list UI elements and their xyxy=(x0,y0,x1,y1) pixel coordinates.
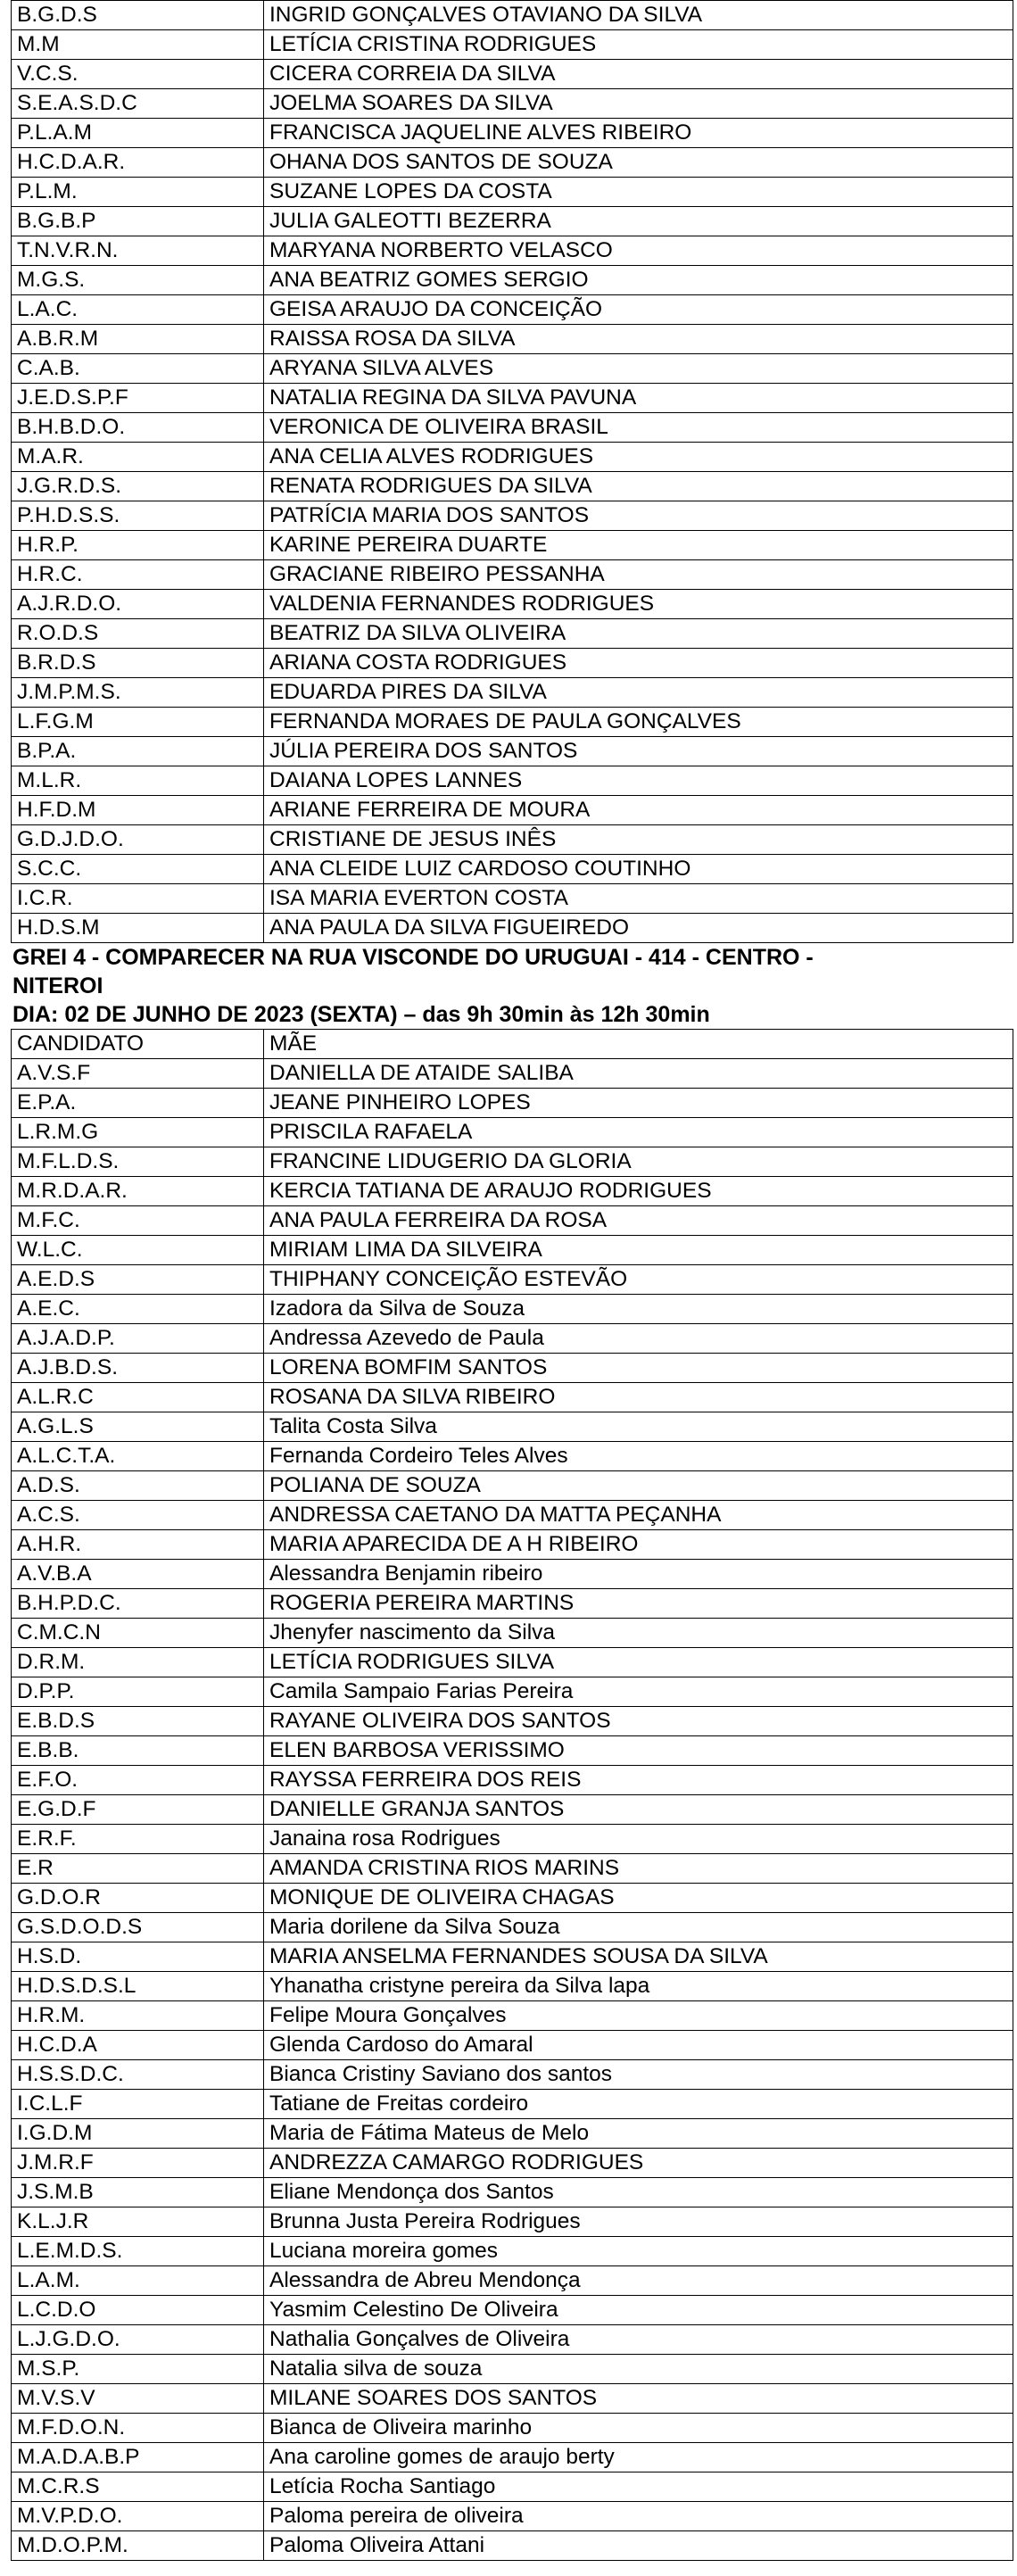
candidate-initials: M.L.R. xyxy=(12,766,264,796)
mother-name: Talita Costa Silva xyxy=(264,1412,1013,1442)
table-row xyxy=(12,472,1013,501)
table-row xyxy=(12,501,1013,531)
mother-name: Letícia Rocha Santiago xyxy=(264,2472,1013,2502)
table-row xyxy=(12,1707,1013,1736)
candidate-initials: H.S.S.D.C. xyxy=(12,2060,264,2090)
table-row xyxy=(12,2325,1013,2355)
mother-name: CICERA CORREIA DA SILVA xyxy=(264,60,1013,89)
table-row xyxy=(12,1265,1013,1295)
candidate-initials: P.L.A.M xyxy=(12,119,264,148)
table-row xyxy=(12,1795,1013,1825)
candidate-initials: A.E.D.S xyxy=(12,1265,264,1295)
mother-name: ARIANE FERREIRA DE MOURA xyxy=(264,796,1013,825)
mother-name: Eliane Mendonça dos Santos xyxy=(264,2178,1013,2207)
mother-name: ANDREZZA CAMARGO RODRIGUES xyxy=(264,2149,1013,2178)
table-row xyxy=(12,1324,1013,1354)
candidate-initials: I.C.L.F xyxy=(12,2090,264,2119)
mother-name: ANDRESSA CAETANO DA MATTA PEÇANHA xyxy=(264,1501,1013,1530)
candidate-initials: E.B.B. xyxy=(12,1736,264,1766)
table-row xyxy=(12,30,1013,60)
table-row xyxy=(12,2502,1013,2531)
mother-name: POLIANA DE SOUZA xyxy=(264,1471,1013,1501)
table-row xyxy=(12,678,1013,708)
candidate-initials: E.R.F. xyxy=(12,1825,264,1854)
mother-name: Fernanda Cordeiro Teles Alves xyxy=(264,1442,1013,1471)
candidate-initials: C.M.C.N xyxy=(12,1619,264,1648)
mother-name: ANA CLEIDE LUIZ CARDOSO COUTINHO xyxy=(264,855,1013,884)
mother-name: GEISA ARAUJO DA CONCEIÇÃO xyxy=(264,295,1013,325)
table-row xyxy=(12,1884,1013,1913)
table-row xyxy=(12,1471,1013,1501)
mother-name: SUZANE LOPES DA COSTA xyxy=(264,178,1013,207)
mother-name: MARIA APARECIDA DE A H RIBEIRO xyxy=(264,1530,1013,1560)
table-row xyxy=(12,443,1013,472)
candidate-initials: E.R xyxy=(12,1854,264,1884)
table-1-body xyxy=(12,1,1013,943)
candidate-initials: C.A.B. xyxy=(12,354,264,384)
table-row xyxy=(12,266,1013,295)
mother-name: MONIQUE DE OLIVEIRA CHAGAS xyxy=(264,1884,1013,1913)
mother-name: BEATRIZ DA SILVA OLIVEIRA xyxy=(264,619,1013,649)
mother-name: Natalia silva de souza xyxy=(264,2355,1013,2384)
table-row xyxy=(12,148,1013,178)
candidates-table-2 xyxy=(11,1029,1013,2561)
table-row xyxy=(12,1354,1013,1383)
table-row xyxy=(12,1619,1013,1648)
table-row xyxy=(12,2178,1013,2207)
table-row xyxy=(12,2472,1013,2502)
table-row xyxy=(12,1383,1013,1412)
candidate-initials: B.G.D.S xyxy=(12,1,264,30)
candidate-initials: W.L.C. xyxy=(12,1236,264,1265)
mother-name: Maria dorilene da Silva Souza xyxy=(264,1913,1013,1942)
candidate-initials: M.V.S.V xyxy=(12,2384,264,2414)
candidate-initials: M.S.P. xyxy=(12,2355,264,2384)
table-row xyxy=(12,1059,1013,1089)
candidate-initials: V.C.S. xyxy=(12,60,264,89)
document xyxy=(11,0,1013,2561)
table-row xyxy=(12,178,1013,207)
mother-name: JÚLIA PEREIRA DOS SANTOS xyxy=(264,737,1013,766)
candidate-initials: H.R.C. xyxy=(12,560,264,590)
mother-name: JULIA GALEOTTI BEZERRA xyxy=(264,207,1013,236)
candidate-initials: E.B.D.S xyxy=(12,1707,264,1736)
mother-name: RAYANE OLIVEIRA DOS SANTOS xyxy=(264,1707,1013,1736)
mother-name: Paloma Oliveira Attani xyxy=(264,2531,1013,2561)
candidate-initials: A.H.R. xyxy=(12,1530,264,1560)
table-row xyxy=(12,1913,1013,1942)
mother-name: Camila Sampaio Farias Pereira xyxy=(264,1677,1013,1707)
mother-name: JEANE PINHEIRO LOPES xyxy=(264,1089,1013,1118)
section-heading xyxy=(11,943,1013,1029)
mother-name: Ana caroline gomes de araujo berty xyxy=(264,2443,1013,2472)
candidate-initials: A.E.C. xyxy=(12,1295,264,1324)
table-row xyxy=(12,1677,1013,1707)
table-row xyxy=(12,737,1013,766)
mother-name: Yhanatha cristyne pereira da Silva lapa xyxy=(264,1972,1013,2001)
mother-name: MARYANA NORBERTO VELASCO xyxy=(264,236,1013,266)
mother-name: PATRÍCIA MARIA DOS SANTOS xyxy=(264,501,1013,531)
candidate-initials: A.L.R.C xyxy=(12,1383,264,1412)
table-row xyxy=(12,531,1013,560)
table-row xyxy=(12,384,1013,413)
candidate-initials: H.D.S.D.S.L xyxy=(12,1972,264,2001)
mother-name: Paloma pereira de oliveira xyxy=(264,2502,1013,2531)
candidate-initials: D.P.P. xyxy=(12,1677,264,1707)
table-row xyxy=(12,1442,1013,1471)
candidate-initials: A.G.L.S xyxy=(12,1412,264,1442)
mother-name: LETÍCIA RODRIGUES SILVA xyxy=(264,1648,1013,1677)
table-row xyxy=(12,796,1013,825)
candidate-initials: M.F.C. xyxy=(12,1206,264,1236)
candidate-initials: L.R.M.G xyxy=(12,1118,264,1147)
table-row xyxy=(12,2090,1013,2119)
mother-name: Bianca de Oliveira marinho xyxy=(264,2414,1013,2443)
mother-name: RAISSA ROSA DA SILVA xyxy=(264,325,1013,354)
mother-name: OHANA DOS SANTOS DE SOUZA xyxy=(264,148,1013,178)
mother-name: ISA MARIA EVERTON COSTA xyxy=(264,884,1013,914)
table-row xyxy=(12,560,1013,590)
candidate-initials: S.E.A.S.D.C xyxy=(12,89,264,119)
candidate-initials: B.P.A. xyxy=(12,737,264,766)
candidate-initials: A.J.R.D.O. xyxy=(12,590,264,619)
table-row xyxy=(12,236,1013,266)
table-row xyxy=(12,2119,1013,2149)
candidate-initials: J.M.P.M.S. xyxy=(12,678,264,708)
table-row xyxy=(12,89,1013,119)
mother-name: MILANE SOARES DOS SANTOS xyxy=(264,2384,1013,2414)
table-row xyxy=(12,1825,1013,1854)
table-row xyxy=(12,619,1013,649)
candidate-initials: B.G.B.P xyxy=(12,207,264,236)
mother-name: ANA PAULA FERREIRA DA ROSA xyxy=(264,1206,1013,1236)
table-row xyxy=(12,2237,1013,2266)
mother-name: VERONICA DE OLIVEIRA BRASIL xyxy=(264,413,1013,443)
mother-name: Bianca Cristiny Saviano dos santos xyxy=(264,2060,1013,2090)
candidate-initials: H.R.M. xyxy=(12,2001,264,2031)
candidate-initials: J.M.R.F xyxy=(12,2149,264,2178)
candidate-initials: H.R.P. xyxy=(12,531,264,560)
table-row xyxy=(12,1589,1013,1619)
mother-name: ROSANA DA SILVA RIBEIRO xyxy=(264,1383,1013,1412)
section-date-line: DIA: 02 DE JUNHO DE 2023 (SEXTA) – das 9h 30min às 12h 30min xyxy=(12,1002,710,1027)
table-row xyxy=(12,1236,1013,1265)
mother-name: THIPHANY CONCEIÇÃO ESTEVÃO xyxy=(264,1265,1013,1295)
candidate-initials: H.C.D.A xyxy=(12,2031,264,2060)
candidate-initials: M.V.P.D.O. xyxy=(12,2502,264,2531)
table-row xyxy=(12,1854,1013,1884)
candidate-initials: H.F.D.M xyxy=(12,796,264,825)
table-row xyxy=(12,884,1013,914)
candidate-initials: G.D.J.D.O. xyxy=(12,825,264,855)
candidate-initials: M.R.D.A.R. xyxy=(12,1177,264,1206)
mother-name: ANA BEATRIZ GOMES SERGIO xyxy=(264,266,1013,295)
mother-name: Alessandra de Abreu Mendonça xyxy=(264,2266,1013,2296)
table-row xyxy=(12,1942,1013,1972)
section-heading-line-1: GREI 4 - COMPARECER NA RUA VISCONDE DO URUGUAI - 414 - CENTRO - xyxy=(12,945,814,970)
table-row xyxy=(12,2443,1013,2472)
candidate-initials: L.A.C. xyxy=(12,295,264,325)
mother-name: GRACIANE RIBEIRO PESSANHA xyxy=(264,560,1013,590)
candidate-initials: M.G.S. xyxy=(12,266,264,295)
candidate-initials: B.H.P.D.C. xyxy=(12,1589,264,1619)
table-row xyxy=(12,1530,1013,1560)
candidate-initials: L.J.G.D.O. xyxy=(12,2325,264,2355)
mother-name: ANA PAULA DA SILVA FIGUEIREDO xyxy=(264,914,1013,943)
mother-name: Andressa Azevedo de Paula xyxy=(264,1324,1013,1354)
table-row xyxy=(12,1560,1013,1589)
mother-name: Nathalia Gonçalves de Oliveira xyxy=(264,2325,1013,2355)
mother-name: MARIA ANSELMA FERNANDES SOUSA DA SILVA xyxy=(264,1942,1013,1972)
candidate-initials: E.P.A. xyxy=(12,1089,264,1118)
candidates-table-1 xyxy=(11,0,1013,943)
candidate-initials: A.V.B.A xyxy=(12,1560,264,1589)
mother-name: LETÍCIA CRISTINA RODRIGUES xyxy=(264,30,1013,60)
mother-name: FERNANDA MORAES DE PAULA GONÇALVES xyxy=(264,708,1013,737)
candidate-initials: A.L.C.T.A. xyxy=(12,1442,264,1471)
header-mae: MÃE xyxy=(264,1030,1013,1059)
table-row xyxy=(12,1206,1013,1236)
candidate-initials: K.L.J.R xyxy=(12,2207,264,2237)
mother-name: Glenda Cardoso do Amaral xyxy=(264,2031,1013,2060)
table-row xyxy=(12,354,1013,384)
table-row xyxy=(12,649,1013,678)
candidate-initials: L.C.D.O xyxy=(12,2296,264,2325)
candidate-initials: M.D.O.P.M. xyxy=(12,2531,264,2561)
mother-name: Felipe Moura Gonçalves xyxy=(264,2001,1013,2031)
candidate-initials: J.S.M.B xyxy=(12,2178,264,2207)
mother-name: ARYANA SILVA ALVES xyxy=(264,354,1013,384)
candidate-initials: H.D.S.M xyxy=(12,914,264,943)
table-row xyxy=(12,1147,1013,1177)
candidate-initials: I.G.D.M xyxy=(12,2119,264,2149)
mother-name: EDUARDA PIRES DA SILVA xyxy=(264,678,1013,708)
candidate-initials: G.D.O.R xyxy=(12,1884,264,1913)
table-row xyxy=(12,2266,1013,2296)
candidate-initials: L.A.M. xyxy=(12,2266,264,2296)
mother-name: FRANCINE LIDUGERIO DA GLORIA xyxy=(264,1147,1013,1177)
candidate-initials: T.N.V.R.N. xyxy=(12,236,264,266)
table-row xyxy=(12,1177,1013,1206)
mother-name: INGRID GONÇALVES OTAVIANO DA SILVA xyxy=(264,1,1013,30)
candidate-initials: M.C.R.S xyxy=(12,2472,264,2502)
table-row xyxy=(12,1648,1013,1677)
table-row xyxy=(12,1089,1013,1118)
candidate-initials: M.F.L.D.S. xyxy=(12,1147,264,1177)
table-row xyxy=(12,2384,1013,2414)
table-row xyxy=(12,825,1013,855)
candidate-initials: A.J.A.D.P. xyxy=(12,1324,264,1354)
mother-name: Jhenyfer nascimento da Silva xyxy=(264,1619,1013,1648)
table-row xyxy=(12,1972,1013,2001)
table-row xyxy=(12,1501,1013,1530)
candidate-initials: A.V.S.F xyxy=(12,1059,264,1089)
candidate-initials: M.M xyxy=(12,30,264,60)
candidate-initials: M.A.R. xyxy=(12,443,264,472)
candidate-initials: A.J.B.D.S. xyxy=(12,1354,264,1383)
mother-name: AMANDA CRISTINA RIOS MARINS xyxy=(264,1854,1013,1884)
table-row xyxy=(12,207,1013,236)
section-heading-line-2: NITEROI xyxy=(12,973,103,998)
mother-name: Maria de Fátima Mateus de Melo xyxy=(264,2119,1013,2149)
candidate-initials: M.F.D.O.N. xyxy=(12,2414,264,2443)
mother-name: Janaina rosa Rodrigues xyxy=(264,1825,1013,1854)
mother-name: ROGERIA PEREIRA MARTINS xyxy=(264,1589,1013,1619)
header-candidato: CANDIDATO xyxy=(12,1030,264,1059)
candidate-initials: A.D.S. xyxy=(12,1471,264,1501)
candidate-initials: B.R.D.S xyxy=(12,649,264,678)
mother-name: ELEN BARBOSA VERISSIMO xyxy=(264,1736,1013,1766)
mother-name: JOELMA SOARES DA SILVA xyxy=(264,89,1013,119)
table-row xyxy=(12,1766,1013,1795)
table-row xyxy=(12,2531,1013,2561)
mother-name: Izadora da Silva de Souza xyxy=(264,1295,1013,1324)
mother-name: NATALIA REGINA DA SILVA PAVUNA xyxy=(264,384,1013,413)
table-header-row xyxy=(12,1030,1013,1059)
candidate-initials: S.C.C. xyxy=(12,855,264,884)
table-row xyxy=(12,708,1013,737)
table-row xyxy=(12,855,1013,884)
table-row xyxy=(12,413,1013,443)
candidate-initials: H.S.D. xyxy=(12,1942,264,1972)
table-row xyxy=(12,2207,1013,2237)
table-row xyxy=(12,590,1013,619)
candidate-initials: P.H.D.S.S. xyxy=(12,501,264,531)
table-row xyxy=(12,119,1013,148)
candidate-initials: A.B.R.M xyxy=(12,325,264,354)
candidate-initials: R.O.D.S xyxy=(12,619,264,649)
table-row xyxy=(12,1736,1013,1766)
candidate-initials: J.G.R.D.S. xyxy=(12,472,264,501)
mother-name: LORENA BOMFIM SANTOS xyxy=(264,1354,1013,1383)
mother-name: KERCIA TATIANA DE ARAUJO RODRIGUES xyxy=(264,1177,1013,1206)
table-row xyxy=(12,2001,1013,2031)
candidate-initials: L.E.M.D.S. xyxy=(12,2237,264,2266)
candidate-initials: D.R.M. xyxy=(12,1648,264,1677)
candidate-initials: G.S.D.O.D.S xyxy=(12,1913,264,1942)
table-row xyxy=(12,60,1013,89)
mother-name: ANA CELIA ALVES RODRIGUES xyxy=(264,443,1013,472)
table-row xyxy=(12,1,1013,30)
mother-name: VALDENIA FERNANDES RODRIGUES xyxy=(264,590,1013,619)
mother-name: DAIANA LOPES LANNES xyxy=(264,766,1013,796)
mother-name: DANIELLA DE ATAIDE SALIBA xyxy=(264,1059,1013,1089)
mother-name: Yasmim Celestino De Oliveira xyxy=(264,2296,1013,2325)
table-row xyxy=(12,1118,1013,1147)
mother-name: RENATA RODRIGUES DA SILVA xyxy=(264,472,1013,501)
mother-name: Brunna Justa Pereira Rodrigues xyxy=(264,2207,1013,2237)
mother-name: ARIANA COSTA RODRIGUES xyxy=(264,649,1013,678)
mother-name: FRANCISCA JAQUELINE ALVES RIBEIRO xyxy=(264,119,1013,148)
candidate-initials: M.A.D.A.B.P xyxy=(12,2443,264,2472)
mother-name: Tatiane de Freitas cordeiro xyxy=(264,2090,1013,2119)
table-row xyxy=(12,2355,1013,2384)
mother-name: DANIELLE GRANJA SANTOS xyxy=(264,1795,1013,1825)
candidate-initials: H.C.D.A.R. xyxy=(12,148,264,178)
table-row xyxy=(12,2060,1013,2090)
mother-name: KARINE PEREIRA DUARTE xyxy=(264,531,1013,560)
table-row xyxy=(12,766,1013,796)
mother-name: RAYSSA FERREIRA DOS REIS xyxy=(264,1766,1013,1795)
table-row xyxy=(12,2296,1013,2325)
table-row xyxy=(12,2414,1013,2443)
candidate-initials: E.G.D.F xyxy=(12,1795,264,1825)
candidate-initials: I.C.R. xyxy=(12,884,264,914)
table-row xyxy=(12,2031,1013,2060)
candidate-initials: E.F.O. xyxy=(12,1766,264,1795)
table-row xyxy=(12,325,1013,354)
mother-name: CRISTIANE DE JESUS INÊS xyxy=(264,825,1013,855)
mother-name: Luciana moreira gomes xyxy=(264,2237,1013,2266)
mother-name: Alessandra Benjamin ribeiro xyxy=(264,1560,1013,1589)
mother-name: PRISCILA RAFAELA xyxy=(264,1118,1013,1147)
candidate-initials: J.E.D.S.P.F xyxy=(12,384,264,413)
table-row xyxy=(12,1412,1013,1442)
mother-name: MIRIAM LIMA DA SILVEIRA xyxy=(264,1236,1013,1265)
table-row xyxy=(12,295,1013,325)
candidate-initials: P.L.M. xyxy=(12,178,264,207)
candidate-initials: L.F.G.M xyxy=(12,708,264,737)
table-row xyxy=(12,2149,1013,2178)
table-2-body xyxy=(12,1059,1013,2561)
candidate-initials: A.C.S. xyxy=(12,1501,264,1530)
table-row xyxy=(12,1295,1013,1324)
candidate-initials: B.H.B.D.O. xyxy=(12,413,264,443)
table-row xyxy=(12,914,1013,943)
